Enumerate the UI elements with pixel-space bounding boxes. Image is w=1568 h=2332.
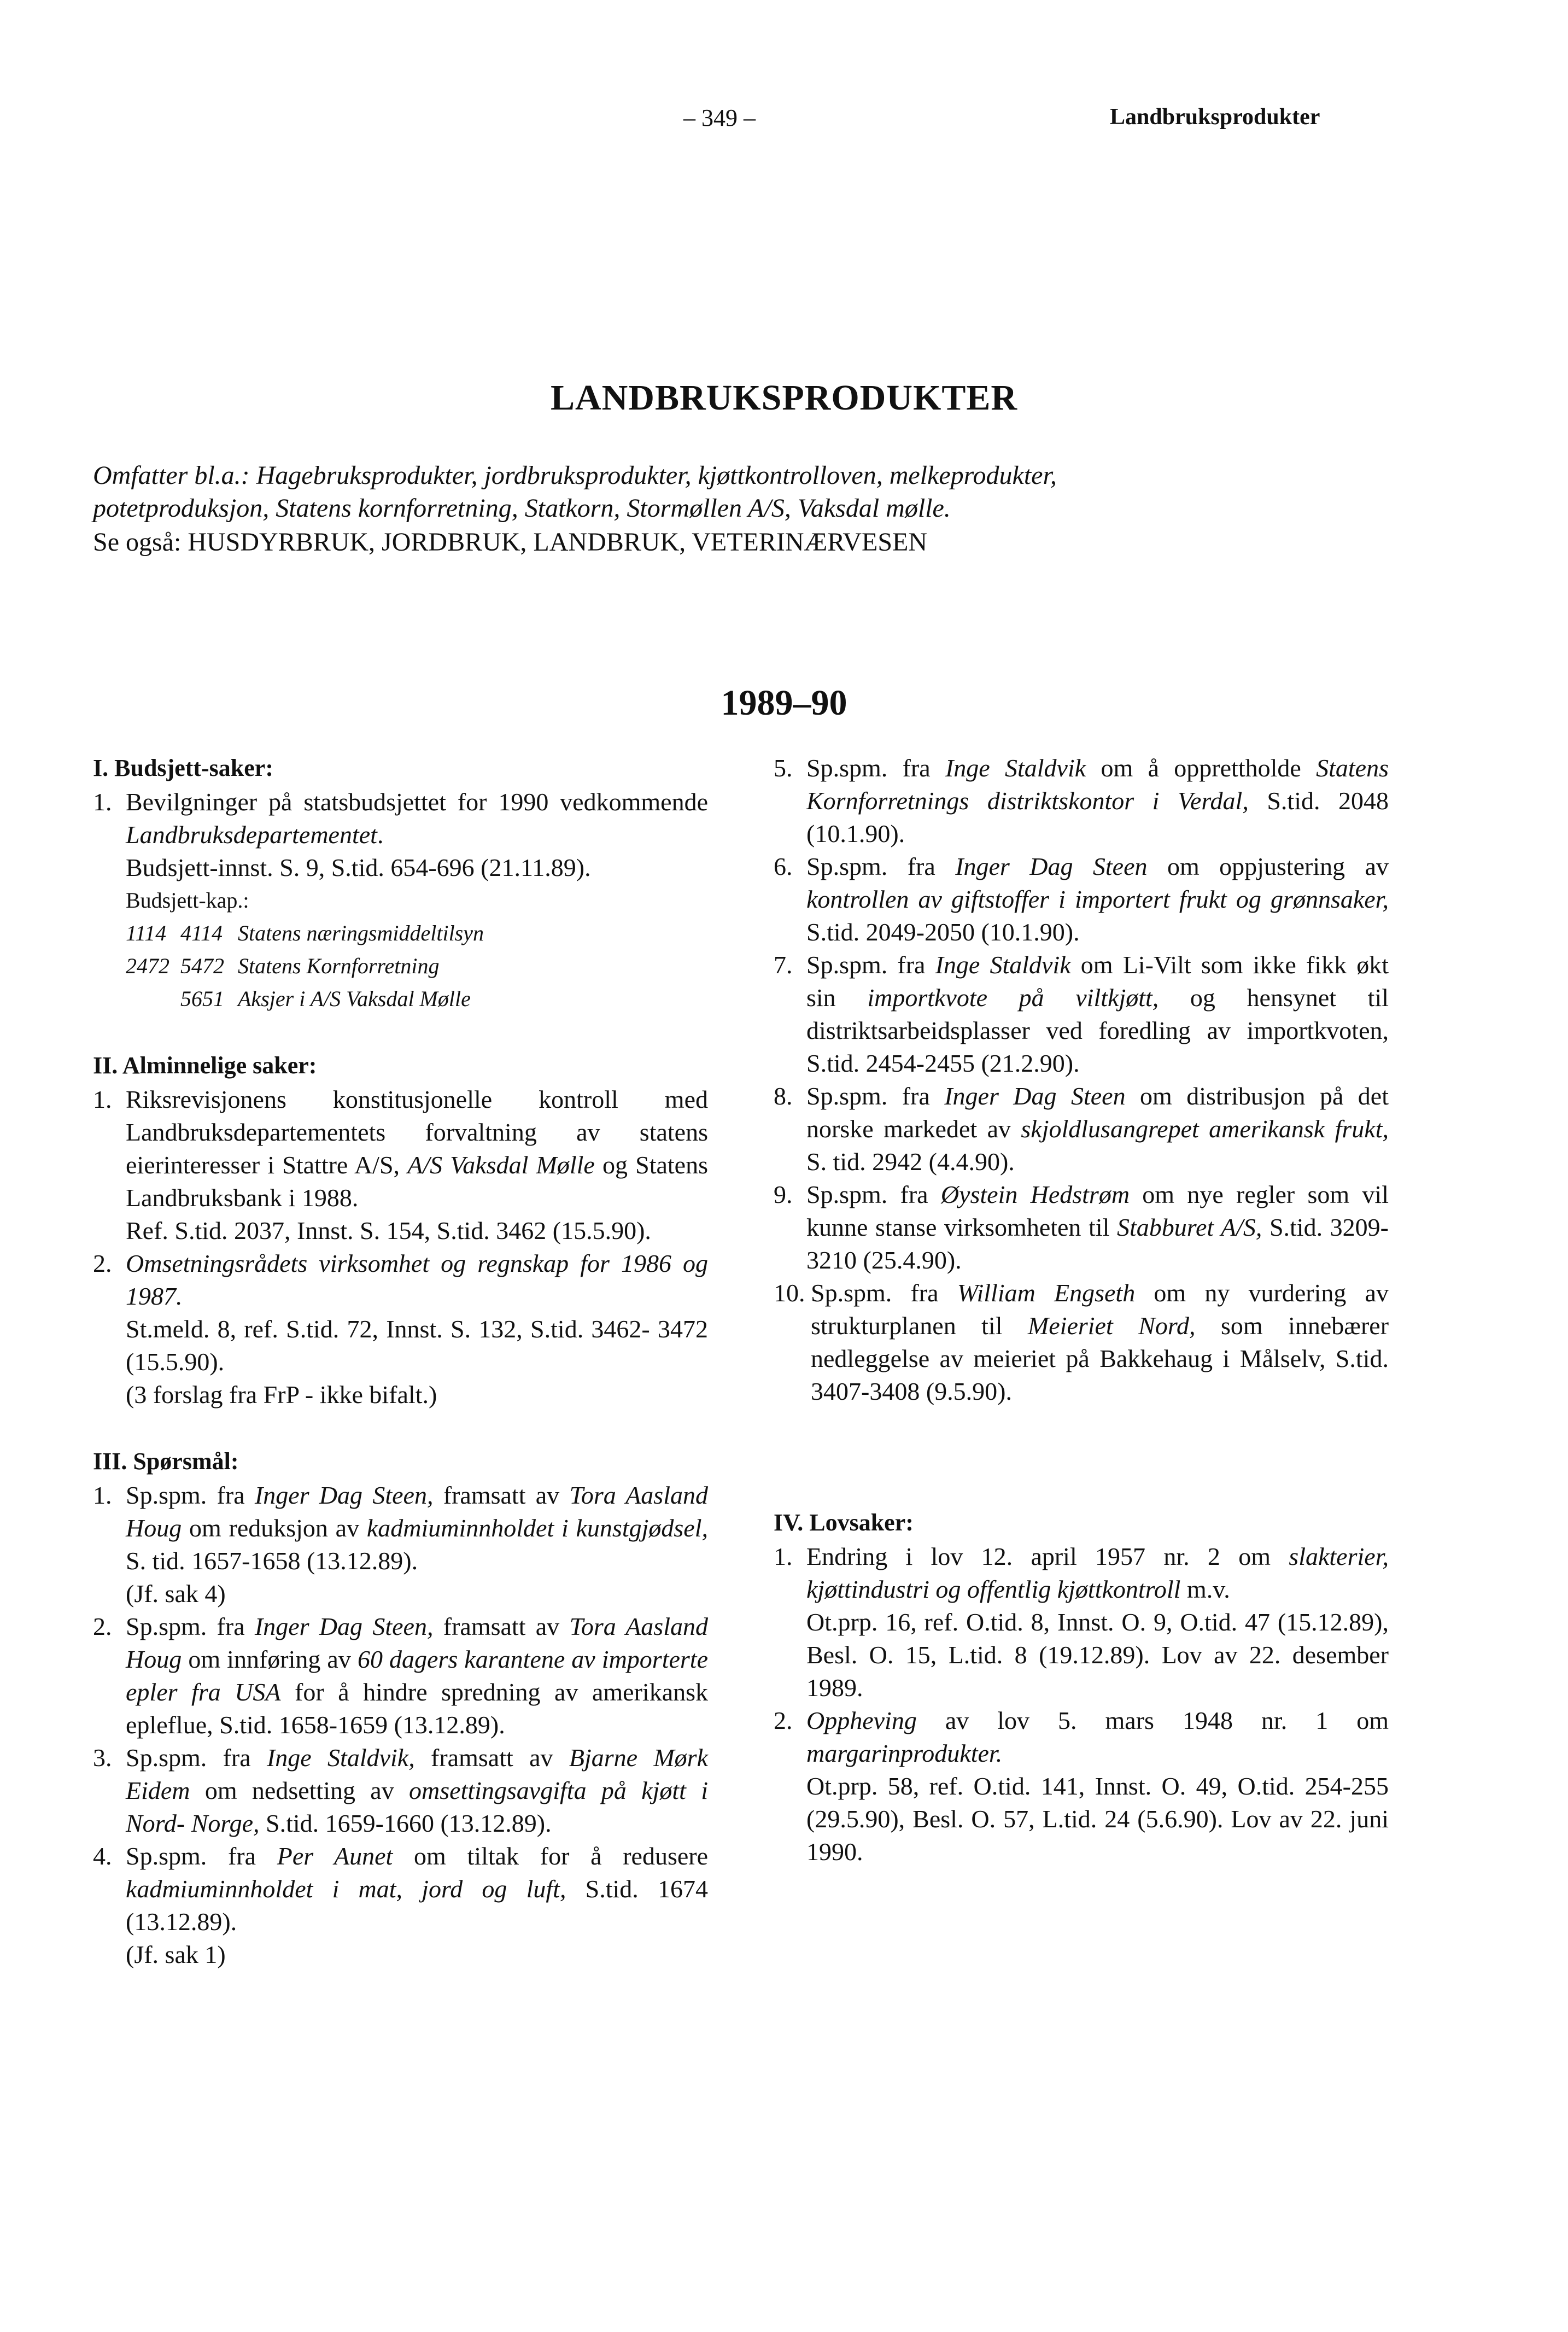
chapter-name: Statens Kornforretning [238, 954, 440, 978]
budget-chapter-row [126, 950, 708, 983]
item-reference: for å hindre spredning av amerikansk epleflue, S.tid. 1658-1659 (13.12.89). [126, 1678, 709, 1739]
item-reference: Ot.prp. 16, ref. O.tid. 8, Innst. O. 9, O.tid. 47 (15.12.89), Besl. O. 15, L.tid. 8 (19.12.89). Lov av 22. desember 1989. [806, 1608, 1389, 1702]
general-heading: II. Alminnelige saker: [93, 1052, 317, 1079]
item-person: Bjarne Mørk Eidem [126, 1744, 709, 1804]
item-text: Sp.spm. fra [126, 1481, 245, 1509]
item-text: Sp.spm. fra [806, 852, 935, 880]
item-emphasis: Oppheving [806, 1706, 917, 1734]
item-reference: S. tid. 2942 (4.4.90). [806, 1148, 1015, 1176]
law-item [774, 1704, 1389, 1868]
general-item [93, 1247, 708, 1411]
item-text: om nedsetting av [204, 1776, 394, 1804]
item-text: om oppjustering av [1167, 852, 1389, 880]
budget-heading: I. Budsjett-saker: [93, 755, 273, 781]
item-text: Sp.spm. fra [811, 1279, 939, 1307]
item-text: Sp.spm. fra [126, 1842, 256, 1870]
law-item [774, 1540, 1389, 1704]
item-person: William Engseth [957, 1279, 1136, 1307]
item-text: om Li-Vilt som ikke fikk økt sin [806, 951, 1389, 1012]
item-number: 6. [774, 852, 793, 880]
item-person: Inge Staldvik [935, 951, 1071, 979]
chapter-code: 4114 [180, 921, 223, 945]
item-text: Riksrevisjonens konstitusjonelle kontroll med Landbruksdepartementets forvaltning av statens eierinteresser i Stattre A/S, [126, 1085, 708, 1179]
item-text: Sp.spm. fra [806, 951, 926, 979]
item-reference: S.tid. 1659-1660 (13.12.89). [266, 1809, 552, 1837]
item-person: Per Aunet [277, 1842, 393, 1870]
running-title: Landbruksprodukter [1110, 104, 1320, 130]
item-emphasis: kadmiuminnholdet i mat, jord og luft, [126, 1875, 566, 1903]
chapter-code: 2472 [126, 954, 169, 978]
budget-chapter-row [126, 983, 708, 1015]
question-item [774, 1178, 1389, 1277]
item-emphasis: Meieriet Nord, [1027, 1312, 1196, 1340]
item-emphasis: omsettingsavgifta på kjøtt i Nord- Norge, [126, 1776, 709, 1837]
item-text: og Statens Landbruksbank i 1988. [126, 1151, 709, 1212]
chapter-code [126, 983, 180, 1015]
item-text: framsatt av [431, 1744, 553, 1772]
item-emphasis: kadmiuminnholdet i kunstgjødsel, [366, 1514, 708, 1542]
question-item [774, 1080, 1389, 1178]
item-emphasis: margarinprodukter. [806, 1739, 1003, 1767]
item-text: Endring i lov 12. april 1957 nr. 2 om [806, 1542, 1271, 1570]
item-text: framsatt av [443, 1612, 560, 1640]
chapter-name: Aksjer i A/S Vaksdal Mølle [238, 986, 471, 1011]
item-number: 4. [93, 1842, 112, 1870]
item-person: Inge Staldvik, [266, 1744, 415, 1772]
item-reference: S.tid. 1674 (13.12.89). [126, 1875, 708, 1936]
item-number: 5. [774, 754, 793, 782]
chapter-code: 1114 [126, 921, 167, 945]
item-number: 1. [93, 1085, 112, 1113]
item-emphasis: 60 dagers karantene av importerte epler fra USA [126, 1645, 708, 1706]
item-person: Inge Staldvik [945, 754, 1086, 782]
item-number: 1. [93, 788, 112, 816]
item-reference: S.tid. 2049-2050 (10.1.90). [806, 918, 1080, 946]
item-text: om distribusjon på det norske markedet av [806, 1082, 1389, 1143]
item-note: (Jf. sak 4) [126, 1580, 226, 1608]
item-reference: som innebærer nedleggelse av meieriet på Bakkehaug i Målselv, S.tid. 3407-3408 (9.5.90). [811, 1312, 1389, 1405]
chapter-code: 5472 [180, 954, 224, 978]
question-item [93, 1479, 708, 1610]
item-text: framsatt av [443, 1481, 560, 1509]
question-item [93, 1610, 708, 1741]
item-number: 2. [93, 1612, 112, 1640]
item-number: 10. [774, 1279, 805, 1307]
item-number: 8. [774, 1082, 793, 1110]
item-text: Sp.spm. fra [806, 1180, 928, 1208]
item-text: Sp.spm. fra [126, 1612, 245, 1640]
item-text: om ny vurdering av strukturplanen til [811, 1279, 1389, 1340]
item-text: om tiltak for å redusere [414, 1842, 708, 1870]
chapter-code: 5651 [180, 986, 224, 1011]
item-note: (3 forslag fra FrP - ikke bifalt.) [126, 1381, 437, 1408]
item-text: om innføring av [188, 1645, 351, 1673]
item-reference: St.meld. 8, ref. S.tid. 72, Innst. S. 132, S.tid. 3462- 3472 (15.5.90). [126, 1315, 708, 1376]
item-number: 2. [774, 1706, 793, 1734]
ministry-end: . [377, 821, 384, 849]
item-text: av lov 5. mars 1948 nr. 1 om [945, 1706, 1389, 1734]
covers-line-1: Omfatter bl.a.: Hagebruksprodukter, jordbruksprodukter, kjøttkontrolloven, melkeprodukter, [93, 461, 1057, 490]
question-item [774, 752, 1389, 850]
item-emphasis: Stabburet A/S, [1117, 1213, 1262, 1241]
item-person: Inger Dag Steen [955, 852, 1148, 880]
question-item [93, 1840, 708, 1971]
see-also: Se også: HUSDYRBRUK, JORDBRUK, LANDBRUK, VETERINÆRVESEN [93, 528, 928, 557]
budget-chapter-row [126, 917, 708, 950]
item-person: Inger Dag Steen, [254, 1481, 434, 1509]
item-number: 7. [774, 951, 793, 979]
item-emphasis: A/S Vaksdal Mølle [407, 1151, 595, 1179]
item-number: 9. [774, 1180, 793, 1208]
ministry-name: Landbruksdepartementet [126, 821, 377, 849]
item-text: Sp.spm. fra [806, 754, 931, 782]
item-reference: og hensynet til distriktsarbeidsplasser ved foredling av importkvoten, S.tid. 2454-2455 (21.2.90). [806, 984, 1389, 1077]
item-text: om nye regler som vil kunne stanse virksomheten til [806, 1180, 1389, 1241]
item-number: 1. [93, 1481, 112, 1509]
item-person: Øystein Hedstrøm [940, 1180, 1130, 1208]
item-emphasis: Statens Kornforretnings distriktskontor i Verdal, [806, 754, 1389, 815]
item-text: m.v. [1186, 1575, 1230, 1603]
item-number: 1. [774, 1542, 793, 1570]
item-text: Sp.spm. fra [126, 1744, 251, 1772]
page-title: LANDBRUKSPRODUKTER [550, 378, 1018, 418]
general-item [93, 1083, 708, 1247]
item-emphasis: Omsetningsrådets virksomhet og regnskap for 1986 og 1987. [126, 1249, 708, 1310]
budget-reference: Budsjett-innst. S. 9, S.tid. 654-696 (21.11.89). [126, 854, 591, 881]
item-reference: S.tid. 2048 (10.1.90). [806, 787, 1389, 848]
item-text: Sp.spm. fra [806, 1082, 930, 1110]
item-reference: Ot.prp. 58, ref. O.tid. 141, Innst. O. 49, O.tid. 254-255 (29.5.90), Besl. O. 57, L.tid. 24 (5.6.90). Lov av 22. juni 1990. [806, 1772, 1389, 1866]
item-emphasis: skjoldlusangrepet amerikansk frukt, [1021, 1115, 1389, 1143]
item-number: 3. [93, 1744, 112, 1772]
page-number: – 349 – [683, 104, 756, 131]
item-text: om reduksjon av [189, 1514, 360, 1542]
item-reference: Ref. S.tid. 2037, Innst. S. 154, S.tid. 3462 (15.5.90). [126, 1217, 651, 1244]
item-reference: S.tid. 3209-3210 (25.4.90). [806, 1213, 1389, 1274]
item-emphasis: slakterier, kjøttindustri og offentlig kjøttkontroll [806, 1542, 1389, 1603]
item-emphasis: kontrollen av giftstoffer i importert frukt og grønnsaker, [806, 885, 1389, 913]
chapter-name: Statens næringsmiddeltilsyn [238, 921, 484, 945]
question-item [774, 1277, 1389, 1408]
questions-heading: III. Spørsmål: [93, 1448, 239, 1475]
covers-description [93, 459, 1493, 525]
item-emphasis: importkvote på viltkjøtt, [867, 984, 1159, 1012]
item-person: Inger Dag Steen [944, 1082, 1126, 1110]
item-person: Tora Aasland Houg [126, 1481, 708, 1542]
session-year: 1989–90 [721, 683, 847, 723]
question-item [93, 1741, 708, 1840]
budget-chapters-label: Budsjett-kap.: [126, 888, 249, 913]
covers-line-2: potetproduksjon, Statens kornforretning, Statkorn, Stormøllen A/S, Vaksdal mølle. [93, 494, 951, 523]
laws-heading: IV. Lovsaker: [774, 1509, 914, 1536]
item-number: 2. [93, 1249, 112, 1277]
budget-title: Bevilgninger på statsbudsjettet for 1990 vedkommende [126, 788, 708, 816]
item-person: Inger Dag Steen, [254, 1612, 434, 1640]
item-text: om å opprettholde [1101, 754, 1301, 782]
budget-item [93, 786, 708, 1015]
item-reference: S. tid. 1657-1658 (13.12.89). [126, 1547, 418, 1575]
question-item [774, 850, 1389, 949]
right-column [774, 752, 1389, 1868]
item-person: Tora Aasland Houg [126, 1612, 708, 1673]
left-column [93, 752, 708, 1971]
question-item [774, 949, 1389, 1080]
item-note: (Jf. sak 1) [126, 1941, 226, 1968]
